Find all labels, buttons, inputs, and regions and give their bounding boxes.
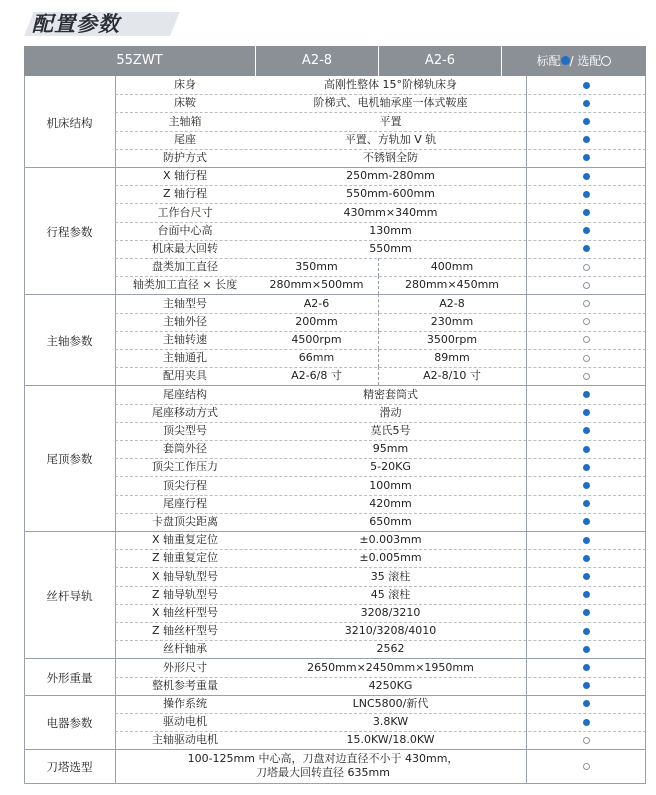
spec-value: 650mm	[369, 514, 412, 528]
turret-note-line1: 100-125mm 中心高，刀盘对边直径不小于 430mm，	[187, 752, 459, 766]
standard-dot-icon	[583, 154, 590, 161]
spec-value: 15.0KW/18.0KW	[346, 733, 435, 747]
page-title-banner	[24, 8, 170, 36]
row-divider	[115, 495, 646, 496]
header-legend	[502, 46, 646, 76]
spec-label: 轴类加工直径 × 长度	[132, 278, 238, 292]
spec-value: 550mm	[369, 241, 412, 255]
optional-circle-icon	[583, 373, 590, 380]
spec-value-a2-8: A2-6/8 寸	[291, 369, 342, 383]
spec-label: 主轴通孔	[163, 351, 207, 365]
spec-value-a2-8: 66mm	[298, 351, 335, 365]
row-divider	[115, 513, 646, 514]
spec-label: 主轴驱动电机	[152, 733, 218, 747]
spec-value: 平置、方轨加 V 轨	[344, 132, 437, 146]
spec-value: LNC5800/新代	[352, 696, 429, 710]
row-divider	[115, 567, 646, 568]
standard-dot-icon	[583, 227, 590, 234]
optional-circle-icon	[583, 264, 590, 271]
spec-label: 操作系统	[163, 696, 207, 710]
spec-label: 整机参考重量	[152, 678, 218, 692]
spec-label: 外形尺寸	[163, 660, 207, 674]
spec-label: 尾座结构	[163, 387, 207, 401]
optional-circle-icon	[583, 336, 590, 343]
spec-label: Z 轴丝杆型号	[151, 624, 219, 638]
turret-note-line2: 刀塔最大回转直径 635mm	[256, 766, 390, 780]
spec-value-a2-6: 400mm	[430, 260, 474, 274]
optional-circle-icon	[583, 318, 590, 325]
group-divider	[24, 531, 646, 532]
spec-value: 3208/3210	[360, 605, 421, 619]
standard-dot-icon	[583, 118, 590, 125]
spec-label: 主轴型号	[163, 296, 207, 310]
table-header	[24, 46, 646, 76]
spec-label: 顶尖型号	[163, 423, 207, 437]
group-divider	[24, 385, 646, 386]
row-divider	[115, 349, 646, 350]
optional-circle-icon	[583, 355, 590, 362]
row-divider	[115, 131, 646, 132]
spec-value-a2-6: 280mm×450mm	[404, 278, 500, 292]
split-divider	[378, 331, 379, 349]
spec-value: 100mm	[369, 478, 412, 492]
row-divider	[115, 404, 646, 405]
spec-value: 4250KG	[368, 678, 413, 692]
spec-value-a2-8: 280mm×500mm	[269, 278, 364, 292]
optional-circle-icon	[583, 737, 590, 744]
spec-label: 防护方式	[163, 150, 207, 164]
spec-value: 130mm	[369, 223, 412, 237]
group-divider	[24, 658, 646, 659]
spec-label: X 轴行程	[162, 169, 208, 183]
spec-label: X 轴丝杆型号	[151, 605, 219, 619]
spec-value: 420mm	[369, 496, 412, 510]
legend-standard-label: 标配	[536, 54, 561, 68]
group-name: 主轴参数	[46, 333, 93, 348]
legend-optional-label: / 选配	[569, 54, 602, 68]
spec-value: 平置	[379, 114, 402, 128]
standard-dot-icon	[583, 191, 590, 198]
standard-dot-icon	[583, 209, 590, 216]
standard-dot-icon	[583, 628, 590, 635]
split-divider	[378, 258, 379, 276]
standard-dot-icon	[583, 100, 590, 107]
spec-label: Z 轴重复定位	[151, 551, 219, 565]
group-name: 外形重量	[46, 670, 93, 685]
standard-dot-icon	[583, 664, 590, 671]
spec-label: 尾座	[174, 132, 196, 146]
spec-label: 套筒外径	[163, 442, 207, 456]
standard-dot-icon	[583, 591, 590, 598]
optional-circle-icon	[583, 300, 590, 307]
spec-value: 45 滚柱	[370, 587, 411, 601]
optional-circle-icon	[583, 282, 590, 289]
spec-value-a2-6: A2-8/10 寸	[423, 369, 481, 383]
row-divider	[115, 622, 646, 623]
standard-dot-icon	[583, 245, 590, 252]
spec-value-a2-8: A2-6	[303, 296, 330, 310]
row-divider	[115, 222, 646, 223]
spec-label: 卡盘顶尖距离	[152, 514, 218, 528]
spec-value: 250mm-280mm	[346, 169, 435, 183]
row-divider	[115, 240, 646, 241]
spec-label: 机床最大回转	[152, 241, 218, 255]
group-name: 机床结构	[46, 115, 93, 130]
spec-value-a2-8: 4500rpm	[291, 332, 342, 346]
spec-label: 配用夹具	[163, 369, 207, 383]
row-divider	[115, 149, 646, 150]
standard-dot-icon	[583, 427, 590, 434]
row-divider	[115, 112, 646, 113]
spec-value-a2-6: A2-8	[439, 296, 465, 310]
row-divider	[115, 440, 646, 441]
row-divider	[115, 604, 646, 605]
spec-label: 驱动电机	[163, 715, 207, 729]
spec-label: 主轴外径	[163, 314, 207, 328]
spec-value-a2-8: 350mm	[295, 260, 338, 274]
row-divider	[115, 586, 646, 587]
optional-circle-icon	[601, 56, 611, 66]
split-divider	[378, 276, 379, 294]
split-divider	[378, 349, 379, 367]
group-name: 尾顶参数	[46, 452, 93, 467]
spec-label: X 轴重复定位	[151, 533, 219, 547]
group-name: 刀塔选型	[46, 760, 93, 775]
group-divider	[24, 167, 646, 168]
spec-label: 丝杆轴承	[163, 642, 207, 656]
spec-value-a2-6: 89mm	[434, 351, 470, 365]
spec-value: ±0.005mm	[359, 551, 422, 565]
spec-label: Z 轴导轨型号	[151, 587, 219, 601]
spec-value: 2650mm×2450mm×1950mm	[307, 660, 474, 674]
spec-value: 莫氏5号	[370, 423, 411, 437]
spec-label: 床身	[174, 78, 196, 92]
standard-dot-icon	[583, 609, 590, 616]
spec-label: 主轴转速	[163, 332, 207, 346]
spec-label: 床鞍	[174, 96, 196, 110]
spec-value: 2562	[376, 642, 405, 656]
standard-dot-icon	[583, 136, 590, 143]
spec-label: 顶尖行程	[163, 478, 207, 492]
spec-value-a2-6: 3500rpm	[426, 332, 478, 346]
row-divider	[115, 677, 646, 678]
standard-dot-icon	[583, 719, 590, 726]
spec-value: ±0.003mm	[359, 533, 422, 547]
spec-label: 尾座移动方式	[152, 405, 218, 419]
header-model: 55ZWT	[116, 53, 163, 68]
standard-dot-icon	[583, 518, 590, 525]
spec-value: 阶梯式、电机轴承座一体式鞍座	[313, 96, 468, 110]
split-divider	[378, 294, 379, 312]
spec-table	[24, 76, 646, 786]
standard-dot-icon	[583, 391, 590, 398]
spec-value-a2-6: 230mm	[430, 314, 474, 328]
spec-value: 不锈钢全防	[363, 150, 418, 164]
header-col-a2-8: A2-8	[301, 53, 333, 68]
standard-dot-icon	[583, 446, 590, 453]
spec-value: 滑动	[379, 405, 402, 419]
standard-dot-icon	[583, 537, 590, 544]
spec-value: 精密套筒式	[363, 387, 418, 401]
row-divider	[115, 313, 646, 314]
spec-label: 盘类加工直径	[152, 260, 218, 274]
spec-label: 顶尖工作压力	[152, 460, 218, 474]
spec-value: 95mm	[372, 442, 409, 456]
standard-dot-icon	[583, 482, 590, 489]
header-col-a2-6: A2-6	[424, 53, 456, 68]
optional-circle-icon	[583, 763, 590, 770]
spec-value: 430mm×340mm	[343, 205, 438, 219]
standard-dot-icon	[583, 500, 590, 507]
standard-dot-icon	[583, 700, 590, 707]
spec-value: 5-20KG	[370, 460, 411, 474]
standard-dot-icon	[583, 409, 590, 416]
row-divider	[115, 331, 646, 332]
group-name: 行程参数	[46, 224, 93, 239]
group-divider	[24, 294, 646, 295]
split-divider	[378, 313, 379, 331]
group-name: 丝杆导轨	[46, 588, 93, 603]
standard-dot-icon	[583, 573, 590, 580]
table-bottom-border	[24, 783, 646, 784]
spec-label: 工作台尺寸	[157, 205, 213, 219]
group-divider	[24, 749, 646, 750]
standard-dot-icon	[583, 682, 590, 689]
spec-value: 550mm-600mm	[346, 187, 435, 201]
standard-dot-icon	[583, 82, 590, 89]
spec-label: 主轴箱	[168, 114, 202, 128]
spec-value: 3210/3208/4010	[344, 624, 437, 638]
group-name: 电器参数	[46, 716, 93, 731]
spec-label: X 轴导轨型号	[151, 569, 219, 583]
row-divider	[115, 258, 646, 259]
group-divider	[24, 695, 646, 696]
row-divider	[115, 476, 646, 477]
page-title: 配置参数	[32, 12, 120, 36]
split-divider	[378, 367, 379, 385]
spec-label: 台面中心高	[157, 223, 213, 237]
spec-label: Z 轴行程	[162, 187, 208, 201]
row-divider	[115, 713, 646, 714]
row-divider	[115, 422, 646, 423]
standard-dot-icon	[561, 56, 570, 65]
spec-value: 35 滚柱	[370, 569, 411, 583]
spec-value: 高刚性整体 15°阶梯轨床身	[324, 78, 457, 92]
spec-label: 尾座行程	[163, 496, 207, 510]
standard-dot-icon	[583, 173, 590, 180]
standard-dot-icon	[583, 646, 590, 653]
spec-value-a2-8: 200mm	[295, 314, 338, 328]
standard-dot-icon	[583, 464, 590, 471]
standard-dot-icon	[583, 555, 590, 562]
spec-value: 3.8KW	[372, 715, 409, 729]
row-divider	[115, 203, 646, 204]
